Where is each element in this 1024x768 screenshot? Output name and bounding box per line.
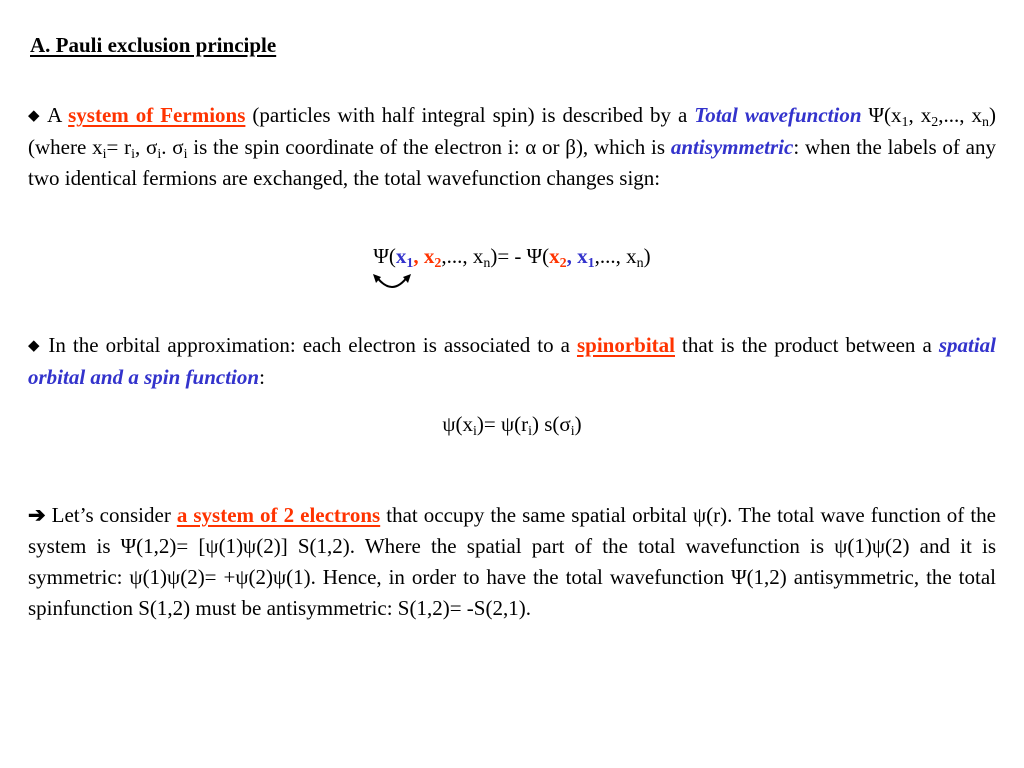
diamond-bullet-icon: ◆ [28, 338, 42, 354]
text: : [259, 365, 265, 389]
text: that occupy the same spatial orbital ψ(r). The total wave function of the system is Ψ(1,2)= [ψ(1)ψ(2)] S(1,2). Where the spatial part of the total wavefunction is ψ(1)ψ(2) and it is symmetric: ψ(1)ψ(2)= +ψ(2)ψ(1). Hence, in order to have the total wavefunction Ψ(1,2) antisymmetric, the total spinfunction S(1,2) must be antisymmetric: S(1,2)= -S(2,1). [28, 503, 996, 620]
eq-text: )= ψ(r [476, 412, 529, 436]
eq-x1: x [395, 244, 407, 268]
keyword-spatial-orbital-spin-function: spatial orbital and a spin function [28, 333, 996, 389]
eq-text: ,..., x [441, 244, 484, 268]
text: , σ [134, 135, 158, 159]
eq-sub: i [473, 424, 477, 439]
eq-text: ,..., x [594, 244, 637, 268]
text: Let’s consider [45, 503, 177, 527]
eq-sub: i [528, 424, 532, 439]
text: . σ [161, 135, 184, 159]
text: is the spin coordinate of the electron i: α or β), which is [187, 135, 671, 159]
eq-text: ) [574, 412, 582, 436]
eq-x1-swapped: , x [566, 244, 588, 268]
eq-sub: 1 [406, 256, 414, 271]
eq-text: ψ(x [442, 412, 473, 436]
eq-sub: n [483, 256, 491, 271]
subscript: i [131, 147, 135, 162]
eq-text: ) s(σ [532, 412, 571, 436]
text: (particles with half integral spin) is described by a [245, 103, 695, 127]
eq-text: Ψ( [373, 244, 396, 268]
text: , x [908, 103, 932, 127]
keyword-total-wavefunction: Total wavefunction [694, 103, 862, 127]
text: A [41, 103, 69, 127]
text: = r [106, 135, 132, 159]
text: Ψ(x [861, 103, 902, 127]
text: ) (where x [28, 103, 997, 159]
diamond-bullet-icon: ◆ [28, 108, 42, 124]
eq-sub: 2 [434, 256, 442, 271]
subscript: n [982, 115, 990, 130]
two-electrons-paragraph [28, 500, 996, 624]
antisymmetry-equation [0, 241, 1024, 272]
subscript: i [157, 147, 162, 162]
text: ,..., x [938, 103, 983, 127]
text: In the orbital approximation: each electron is associated to a [41, 333, 577, 357]
eq-sub: 2 [559, 256, 567, 271]
keyword-antisymmetric: antisymmetric [670, 135, 794, 159]
eq-sub: 1 [587, 256, 595, 271]
keyword-system-of-2-electrons: a system of 2 electrons [176, 503, 381, 527]
eq-x2-swapped: x [549, 244, 560, 268]
orbital-approximation-paragraph [28, 330, 996, 393]
slide-title: A. Pauli exclusion principle [30, 33, 277, 57]
subscript: 2 [931, 115, 939, 130]
subscript: 1 [901, 115, 909, 130]
keyword-spinorbital: spinorbital [576, 333, 676, 357]
right-arrow-icon: ➔ [28, 503, 46, 527]
swap-arrow-icon [371, 272, 413, 296]
eq-text: ) [643, 244, 651, 268]
eq-x2: , x [413, 244, 435, 268]
text: that is the product between a [675, 333, 939, 357]
subscript: i [183, 147, 188, 162]
eq-sub: n [636, 256, 644, 271]
eq-sub: i [570, 424, 575, 439]
spinorbital-equation [0, 409, 1024, 440]
text: : when the labels of any two identical fermions are exchanged, the total wavefunction changes sign: [28, 135, 996, 190]
subscript: i [102, 147, 107, 162]
eq-text: )= - Ψ( [490, 244, 550, 268]
keyword-system-of-fermions: system of Fermions [68, 103, 246, 127]
fermions-paragraph [28, 100, 996, 194]
